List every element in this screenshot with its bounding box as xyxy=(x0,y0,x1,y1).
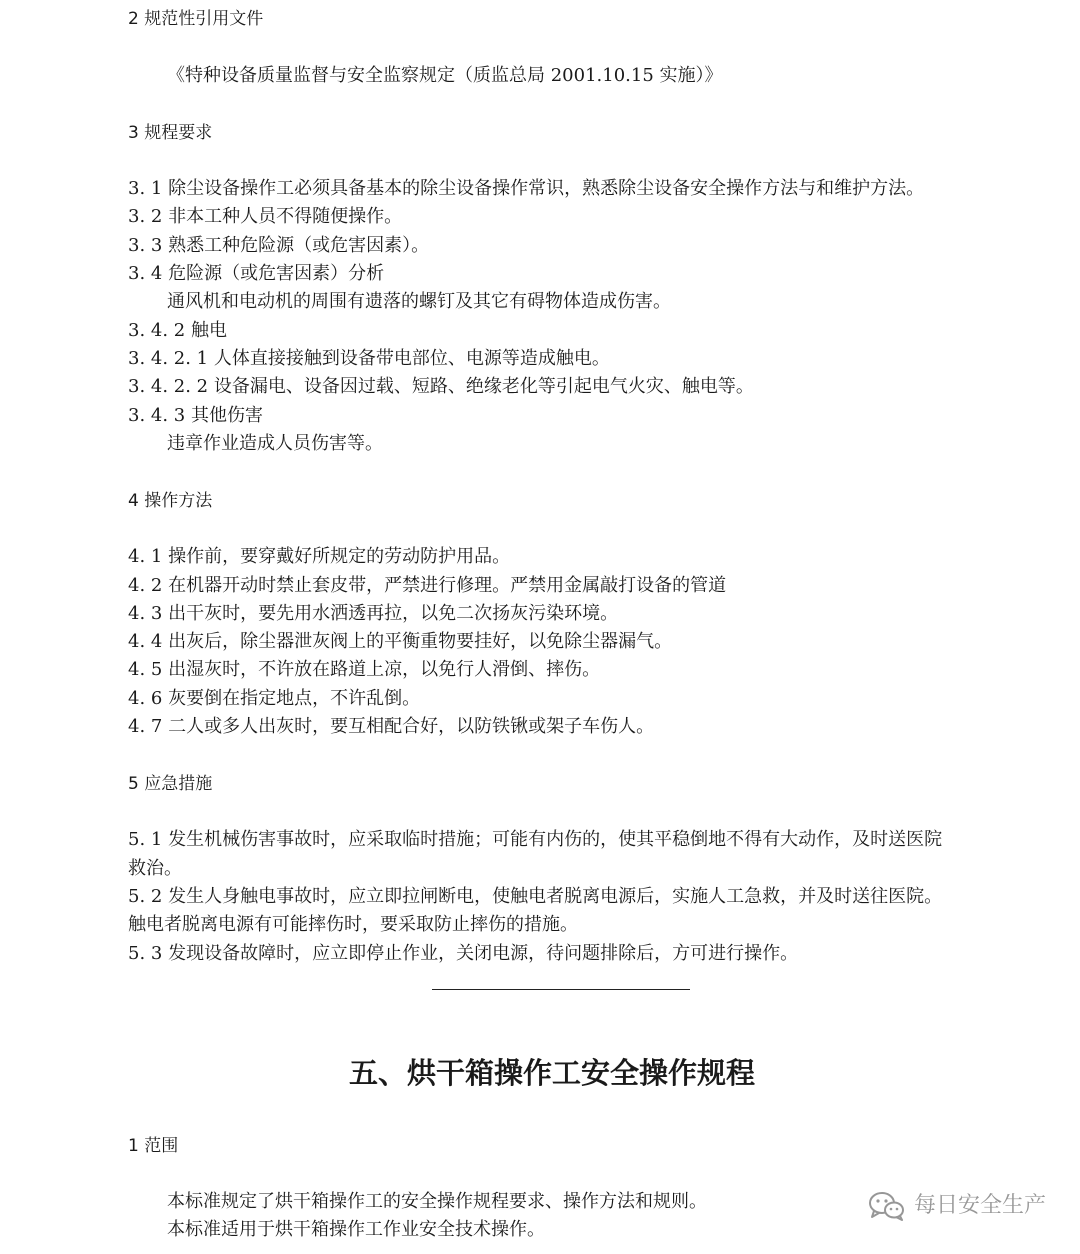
section-heading: 2 规范性引用文件 xyxy=(128,9,264,29)
paragraph-line: 本标准适用于烘干箱操作工作业安全技术操作。 xyxy=(167,1219,545,1240)
watermark xyxy=(868,1190,1046,1222)
chapter-title: 五、烘干箱操作工安全操作规程 xyxy=(348,1056,755,1090)
list-item: 触电者脱离电源有可能摔伤时，要采取防止摔伤的措施。 xyxy=(128,914,578,935)
list-item: 3. 1 除尘设备操作工必须具备基本的除尘设备操作常识，熟悉除尘设备安全操作方法与和维护方法。 xyxy=(128,178,925,199)
list-item: 违章作业造成人员伤害等。 xyxy=(167,433,383,454)
list-item: 3. 4 危险源（或危害因素）分析 xyxy=(128,263,385,284)
list-item: 3. 2 非本工种人员不得随便操作。 xyxy=(128,206,403,227)
list-item: 4. 4 出灰后，除尘器泄灰阀上的平衡重物要挂好，以免除尘器漏气。 xyxy=(128,631,673,652)
list-item: 4. 2 在机器开动时禁止套皮带，严禁进行修理。严禁用金属敲打设备的管道 xyxy=(128,575,727,596)
list-item: 3. 4. 2. 1 人体直接接触到设备带电部位、电源等造成触电。 xyxy=(128,348,610,369)
section-heading: 3 规程要求 xyxy=(128,123,213,143)
list-item: 通风机和电动机的周围有遗落的螺钉及其它有碍物体造成伤害。 xyxy=(167,291,671,312)
list-item: 5. 3 发现设备故障时，应立即停止作业，关闭电源，待问题排除后，方可进行操作。 xyxy=(128,943,799,964)
section-divider xyxy=(432,989,690,990)
list-item: 3. 4. 3 其他伤害 xyxy=(128,405,263,426)
list-item: 4. 3 出干灰时，要先用水洒透再拉，以免二次扬灰污染环境。 xyxy=(128,603,619,624)
list-item: 5. 1 发生机械伤害事故时，应采取临时措施；可能有内伤的，使其平稳倒地不得有大动作，及时送医院 xyxy=(128,829,943,850)
list-item: 5. 2 发生人身触电事故时，应立即拉闸断电，使触电者脱离电源后，实施人工急救，并及时送往医院。 xyxy=(128,886,943,907)
section-heading: 1 范围 xyxy=(128,1136,179,1156)
list-item: 救治。 xyxy=(128,858,182,879)
list-item: 3. 4. 2. 2 设备漏电、设备因过载、短路、绝缘老化等引起电气火灾、触电等。 xyxy=(128,376,754,397)
watermark-text: 每日安全生产 xyxy=(913,1193,1046,1218)
reference-line: 《特种设备质量监督与安全监察规定（质监总局 2001.10.15 实施）》 xyxy=(167,65,723,86)
wechat-icon xyxy=(868,1190,906,1222)
list-item: 4. 6 灰要倒在指定地点，不许乱倒。 xyxy=(128,688,421,709)
paragraph-line: 本标准规定了烘干箱操作工的安全操作规程要求、操作方法和规则。 xyxy=(167,1191,707,1212)
list-item: 4. 7 二人或多人出灰时，要互相配合好，以防铁锹或架子车伤人。 xyxy=(128,716,655,737)
list-item: 3. 4. 2 触电 xyxy=(128,320,227,341)
list-item: 4. 5 出湿灰时，不许放在路道上凉，以免行人滑倒、摔伤。 xyxy=(128,659,601,680)
section-heading: 4 操作方法 xyxy=(128,491,213,511)
list-item: 3. 3 熟悉工种危险源（或危害因素）。 xyxy=(128,235,430,256)
list-item: 4. 1 操作前，要穿戴好所规定的劳动防护用品。 xyxy=(128,546,511,567)
section-heading: 5 应急措施 xyxy=(128,774,213,794)
